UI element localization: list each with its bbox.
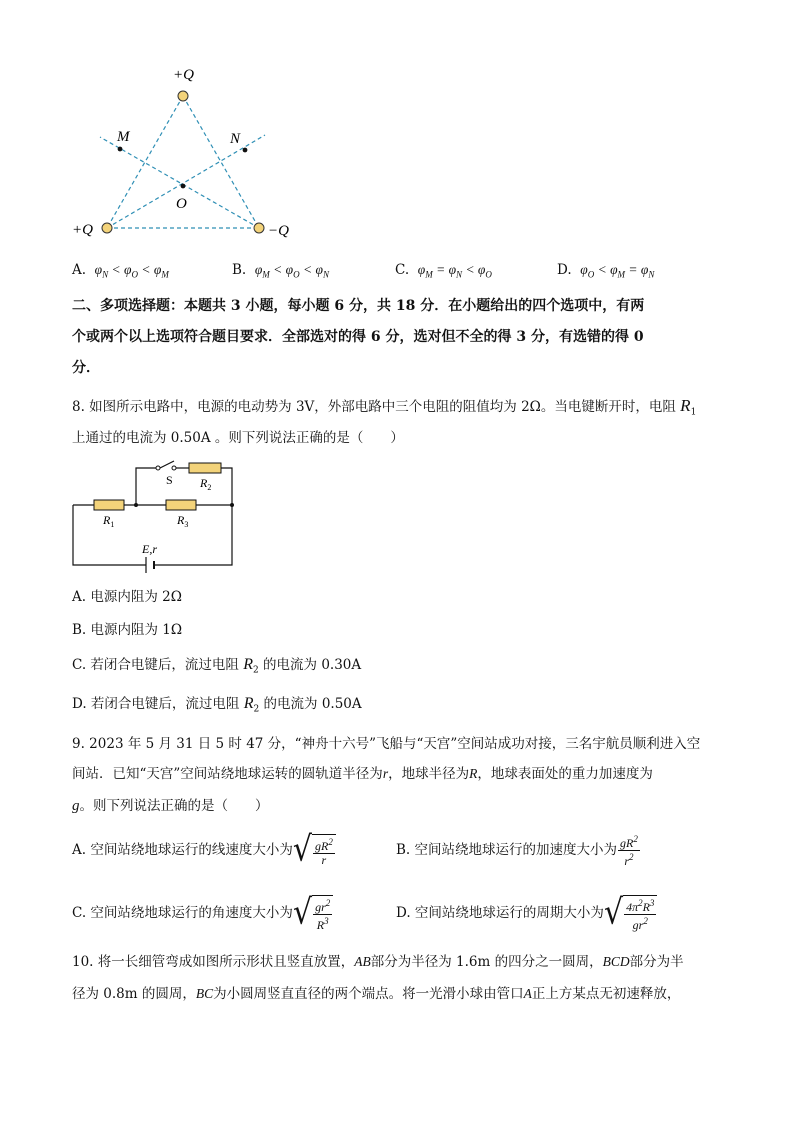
q8-circuit-diagram [66,460,246,578]
charge-left [102,223,112,233]
label-point-n: N [230,131,241,147]
median-right-extended [100,137,259,228]
wire-right-outer [154,505,232,565]
label-charge-left: +Q [72,222,93,238]
formula-gR2-over-r2: $\frac{gR^2}{r^2}$ [620,833,638,868]
section2-line3: 分． [72,360,100,376]
label-point-o: O [176,196,187,212]
q8-stem-line1: 8. 如图所示电路中，电源的电动势为 3V，外部电路中三个电阻的阻值均为 2Ω。当电键断开时，电阻 $R_1$ [72,396,697,418]
q7-option-c[interactable]: C. $\varphi_M = \varphi_N < \varphi_O$ [395,262,492,280]
resistor-r2 [189,463,221,473]
label-switch: S [166,473,173,487]
label-charge-top: +Q [173,67,194,83]
q7-option-a[interactable]: A. $\varphi_N < \varphi_O < \varphi_M$ [72,262,169,280]
switch-contact-left [156,466,160,470]
label-r3: $R_3$ [177,513,189,529]
formula-sqrt-gR2-over-r: √ $\frac{gR^2}{r}$ [293,834,336,867]
q9-option-d[interactable]: D. 空间站绕地球运行的周期大小为 √ $\frac{4\pi^2R^3}{gr^2}$ [396,892,657,934]
q8-option-b[interactable]: B. 电源内阻为 1Ω [72,622,183,638]
point-m-dot [118,147,123,152]
edge-top-left [107,96,183,228]
q7-option-b[interactable]: B. $\varphi_M < \varphi_O < \varphi_N$ [232,262,329,280]
label-r2: $R_2$ [200,476,212,492]
section2-line1: 二、多项选择题：本题共 3 小题，每小题 6 分，共 18 分．在小题给出的四个选项中，有两 [72,298,645,314]
q9-stem-line1: 9. 2023 年 5 月 31 日 5 时 47 分，“神舟十六号”飞船与“天宫”空间站成功对接，三名宇航员顺利进入空 [72,736,701,752]
wire-upper-right [221,468,232,505]
section2-line2: 个或两个以上选项符合题目要求．全部选对的得 6 分，选对但不全的得 3 分，有选错的得 0 [72,329,644,345]
q7-option-d[interactable]: D. $\varphi_O < \varphi_M = \varphi_N$ [557,262,655,280]
charge-top [178,91,188,101]
q9-option-b[interactable]: B. 空间站绕地球运行的加速度大小为 $\frac{gR^2}{r^2}$ [396,833,638,868]
q8-stem-line2: 上通过的电流为 0.50A 。则下列说法正确的是（ ） [72,430,404,446]
q10-stem-line1: 10. 将一长细管弯成如图所示形状且竖直放置，AB部分为半径为 1.6m 的四分之一圆周，BCD部分为半 [72,954,684,970]
q9-stem-line2: 间站．已知“天宫”空间站绕地球运转的圆轨道半径为r，地球半径为R，地球表面处的重力加速度为 [72,766,653,782]
q9-stem-line3: g。则下列说法正确的是（ ） [72,798,269,814]
formula-sqrt-4pi2R3-over-gr2: √ $\frac{4\pi^2R^3}{gr^2}$ [604,895,657,932]
label-r1: $R_1$ [103,513,115,529]
label-charge-right: −Q [268,223,289,239]
point-o-dot [181,184,186,189]
junction-right [230,503,234,507]
resistor-r3 [166,500,196,510]
q9-option-c[interactable]: C. 空间站绕地球运行的角速度大小为 √ $\frac{gr^2}{R^3}$ [72,892,333,934]
q9-option-a[interactable]: A. 空间站绕地球运行的线速度大小为 √ $\frac{gR^2}{r}$ [72,830,336,870]
label-battery: E,r [142,542,157,556]
q10-stem-line2: 径为 0.8m 的圆周，BC为小圆周竖直直径的两个端点。将一光滑小球由管口A正上方某点无初速释放， [72,986,681,1002]
q8-option-d[interactable]: D. 若闭合电键后，流过电阻 $R_2$ 的电流为 0.50A [72,695,362,715]
label-point-m: M [117,129,130,145]
median-left-extended [107,135,265,228]
charge-right [254,223,264,233]
wire-upper-left [136,468,156,505]
resistor-r1 [94,500,124,510]
junction-left [134,503,138,507]
formula-sqrt-gr2-over-R3: √ $\frac{gr^2}{R^3}$ [293,895,333,932]
point-n-dot [243,148,248,153]
edge-top-right [183,96,259,228]
switch-contact-right [172,466,176,470]
q8-option-a[interactable]: A. 电源内阻为 2Ω [72,589,182,605]
charge-triangle-figure [60,55,310,250]
q8-option-c[interactable]: C. 若闭合电键后，流过电阻 $R_2$ 的电流为 0.30A [72,656,362,676]
